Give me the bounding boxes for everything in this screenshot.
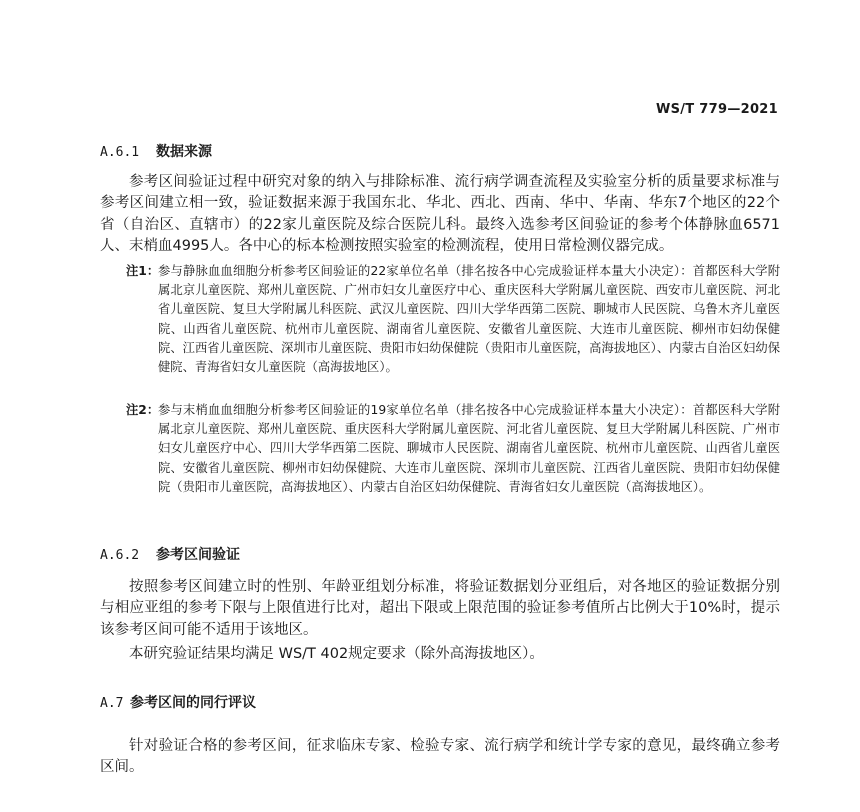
section-title: 参考区间的同行评议 (130, 695, 256, 711)
paragraph-validation: 按照参考区间建立时的性别、年龄亚组划分标准，将验证数据划分亚组后，对各地区的验证数据分别与相应亚组的参考下限与上限值进行比对，超出下限或上限范围的验证参考值所占比例大于10%时，提示该参考区间可能不适用于该地区。 (100, 579, 780, 638)
paragraph-validation-result: 本研究验证结果均满足 WS/T 402规定要求（除外高海拔地区）。 (129, 646, 544, 662)
section-title: 数据来源 (156, 144, 212, 160)
document-code: WS/T 779—2021 (655, 102, 778, 117)
section-heading-a7 (100, 692, 256, 712)
paragraph-peer-review: 针对验证合格的参考区间，征求临床专家、检验专家、流行病学和统计学专家的意见，最终确立参考区间。 (100, 738, 780, 776)
note-label: 注1： (126, 264, 160, 278)
section-number: A.6.1 (100, 145, 140, 160)
note-text: 参与末梢血血细胞分析参考区间验证的19家单位名单（排名按各中心完成验证样本量大小决定）：首都医科大学附属北京儿童医院、郑州儿童医院、重庆医科大学附属儿童医院、河北省儿童医院、复旦大学附属儿科医院、广州市妇女儿童医疗中心、四川大学华西第二医院、聊城市人民医院、湖南省儿童医院、杭州市儿童医院、山西省儿童医院、安徽省儿童医院、柳州市妇幼保健院、大连市儿童医院、深圳市儿童医院、江西省儿童医院、贵阳市妇幼保健院（贵阳市儿童医院，高海拔地区）、内蒙古自治区妇幼保健院、青海省妇女儿童医院（高海拔地区）。 (158, 403, 780, 494)
section-heading-a61 (100, 141, 212, 161)
note-1 (126, 262, 780, 377)
section-number: A.7 (100, 696, 124, 711)
section-number: A.6.2 (100, 548, 140, 563)
note-2 (126, 401, 780, 497)
paragraph-data-source: 参考区间验证过程中研究对象的纳入与排除标准、流行病学调查流程及实验室分析的质量要求标准与参考区间建立相一致，验证数据来源于我国东北、华北、西北、西南、华中、华南、华东7个地区的22个省（自治区、直辖市）的22家儿童医院及综合医院儿科。最终入选参考区间验证的参考个体静脉血6571人、末梢血4995人。各中心的标本检测按照实验室的检测流程，使用日常检测仪器完成。 (100, 174, 780, 255)
section-heading-a62 (100, 544, 240, 564)
section-title: 参考区间验证 (156, 547, 240, 563)
note-text: 参与静脉血血细胞分析参考区间验证的22家单位名单（排名按各中心完成验证样本量大小决定）：首都医科大学附属北京儿童医院、郑州儿童医院、广州市妇女儿童医疗中心、重庆医科大学附属儿童医院、西安市儿童医院、河北省儿童医院、复旦大学附属儿科医院、武汉儿童医院、四川大学华西第二医院、聊城市人民医院、乌鲁木齐儿童医院、山西省儿童医院、杭州市儿童医院、湖南省儿童医院、安徽省儿童医院、大连市儿童医院、柳州市妇幼保健院、江西省儿童医院、深圳市儿童医院、贵阳市妇幼保健院（贵阳市儿童医院，高海拔地区）、内蒙古自治区妇幼保健院、青海省妇女儿童医院（高海拔地区）。 (158, 264, 780, 375)
note-label: 注2： (126, 403, 160, 417)
